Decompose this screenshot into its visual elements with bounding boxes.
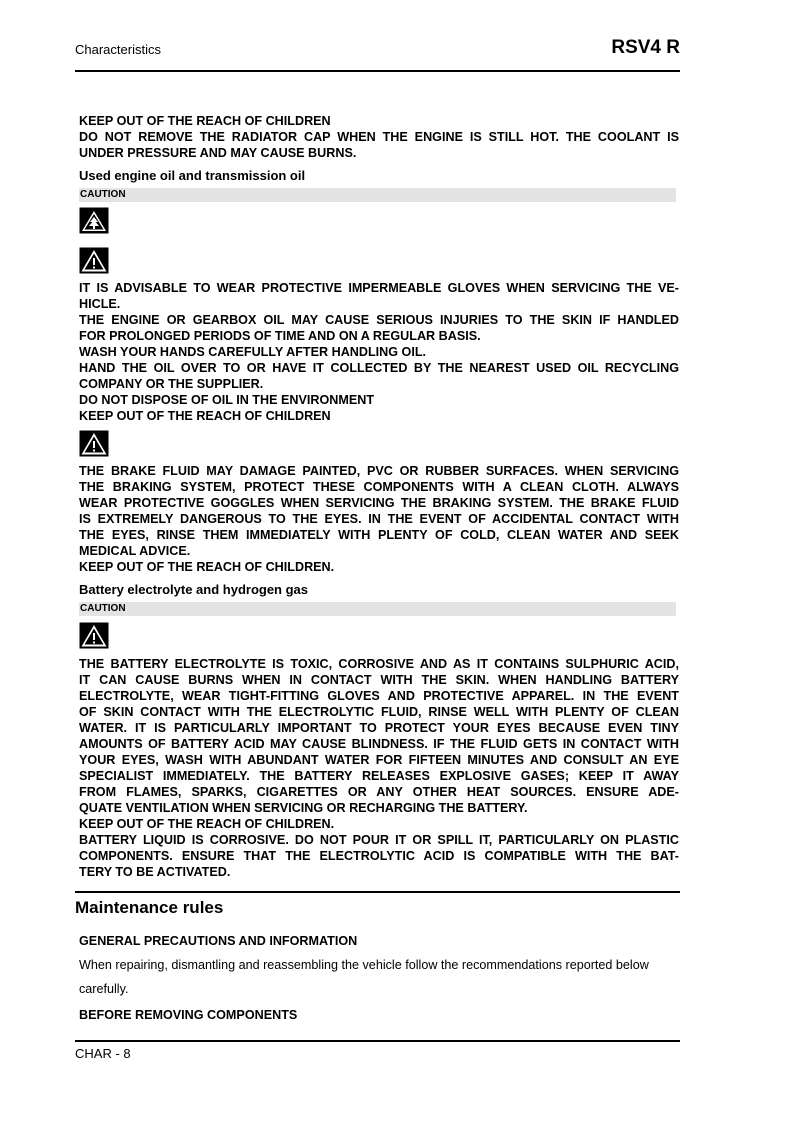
text-line: DO NOT REMOVE THE RADIATOR CAP WHEN THE ENGINE IS STILL HOT. THE COOLANT IS <box>79 130 679 144</box>
text-line: COMPANY OR THE SUPPLIER. <box>79 377 264 391</box>
text-line: THE ENGINE OR GEARBOX OIL MAY CAUSE SERIOUS INJURIES TO THE SKIN IF HANDLED <box>79 313 679 327</box>
text-line: THE EYES, RINSE THEM IMMEDIATELY WITH PLENTY OF COLD, CLEAN WATER AND SEEK <box>79 528 679 542</box>
header-rule <box>75 70 680 72</box>
text-line: DO NOT DISPOSE OF OIL IN THE ENVIRONMENT <box>79 393 375 407</box>
warning-icon <box>79 247 109 274</box>
text-line: WASH YOUR HANDS CAREFULLY AFTER HANDLING OIL. <box>79 345 427 359</box>
text-line: KEEP OUT OF THE REACH OF CHILDREN. <box>79 560 335 574</box>
text-line: COMPONENTS. ENSURE THAT THE ELECTROLYTIC ACID IS COMPATIBLE WITH THE BAT- <box>79 849 679 863</box>
page-number: CHAR - 8 <box>75 1046 131 1061</box>
oil-warning-text <box>79 280 679 424</box>
environment-hazard-icon <box>79 207 109 234</box>
text-line: FOR PROLONGED PERIODS OF TIME AND ON A REGULAR BASIS. <box>79 329 481 343</box>
coolant-warning <box>79 113 679 161</box>
text-line: WATER. IT IS PARTICULARLY IMPORTANT TO PROTECT YOUR EYES BECAUSE EVEN TINY <box>79 721 679 735</box>
oil-heading: Used engine oil and transmission oil <box>79 168 306 183</box>
text-line: TERY TO BE ACTIVATED. <box>79 865 231 879</box>
caution-bar <box>79 188 676 202</box>
text-line: OF SKIN CONTACT WITH THE ELECTROLYTIC FLUID, RINSE WELL WITH PLENTY OF CLEAN <box>79 705 679 719</box>
text-line: IT IS ADVISABLE TO WEAR PROTECTIVE IMPERMEABLE GLOVES WHEN SERVICING THE VE- <box>79 281 679 295</box>
text-line: IS EXTREMELY DANGEROUS TO THE EYES. IN THE EVENT OF ACCIDENTAL CONTACT WITH <box>79 512 679 526</box>
text-line: KEEP OUT OF THE REACH OF CHILDREN. <box>79 817 335 831</box>
text-line: KEEP OUT OF THE REACH OF CHILDREN <box>79 114 331 128</box>
text-line: THE BATTERY ELECTROLYTE IS TOXIC, CORROSIVE AND AS IT CONTAINS SULPHURIC ACID, <box>79 657 679 671</box>
text-line: IT CAN CAUSE BURNS WHEN IN CONTACT WITH THE SKIN. WHEN HANDLING BATTERY <box>79 673 679 687</box>
text-line: MEDICAL ADVICE. <box>79 544 191 558</box>
text-line: KEEP OUT OF THE REACH OF CHILDREN <box>79 409 331 423</box>
text-line: When repairing, dismantling and reassembling the vehicle follow the recommendations reported below <box>79 958 649 972</box>
battery-warning-text <box>79 656 679 880</box>
text-line: THE BRAKE FLUID MAY DAMAGE PAINTED, PVC OR RUBBER SURFACES. WHEN SERVICING <box>79 464 679 478</box>
warning-icon <box>79 622 109 649</box>
warning-icon <box>79 430 109 457</box>
text-line: THE BRAKING SYSTEM, PROTECT THESE COMPONENTS WITH A CLEAN CLOTH. ALWAYS <box>79 480 679 494</box>
text-line: BATTERY LIQUID IS CORROSIVE. DO NOT POUR IT OR SPILL IT, PARTICULARLY ON PLASTIC <box>79 833 679 847</box>
text-line: QUATE VENTILATION WHEN SERVICING OR RECHARGING THE BATTERY. <box>79 801 528 815</box>
header-model: RSV4 R <box>611 37 680 58</box>
battery-heading: Battery electrolyte and hydrogen gas <box>79 582 309 597</box>
section-rule <box>75 891 680 893</box>
text-line: carefully. <box>79 982 129 996</box>
caution-label: CAUTION <box>80 189 126 200</box>
text-line: SPECIALIST IMMEDIATELY. THE BATTERY RELEASES EXPLOSIVE GASES; KEEP IT AWAY <box>79 769 679 783</box>
text-line: FROM FLAMES, SPARKS, CIGARETTES OR ANY OTHER HEAT SOURCES. ENSURE ADE- <box>79 785 679 799</box>
caution-bar <box>79 602 676 616</box>
general-precautions-heading: GENERAL PRECAUTIONS AND INFORMATION <box>79 934 358 948</box>
text-line: HICLE. <box>79 297 121 311</box>
text-line: AMOUNTS OF BATTERY ACID MAY CAUSE BLINDNESS. IF THE FLUID GETS IN CONTACT WITH <box>79 737 679 751</box>
brake-warning-text <box>79 463 679 575</box>
text-line: HAND THE OIL OVER TO OR HAVE IT COLLECTED BY THE NEAREST USED OIL RECYCLING <box>79 361 679 375</box>
text-line: UNDER PRESSURE AND MAY CAUSE BURNS. <box>79 146 357 160</box>
text-line: ELECTROLYTE, WEAR TIGHT-FITTING GLOVES AND PROTECTIVE APPAREL. IN THE EVENT <box>79 689 679 703</box>
header-section: Characteristics <box>75 42 161 57</box>
maintenance-title: Maintenance rules <box>75 898 224 917</box>
text-line: WEAR PROTECTIVE GOGGLES WHEN SERVICING THE BRAKING SYSTEM. THE BRAKE FLUID <box>79 496 679 510</box>
maintenance-body <box>79 953 679 1001</box>
footer-rule <box>75 1040 680 1042</box>
caution-label: CAUTION <box>80 603 126 614</box>
before-removing-heading: BEFORE REMOVING COMPONENTS <box>79 1008 298 1022</box>
text-line: YOUR EYES, WASH WITH ABUNDANT WATER FOR FIFTEEN MINUTES AND CONSULT AN EYE <box>79 753 679 767</box>
